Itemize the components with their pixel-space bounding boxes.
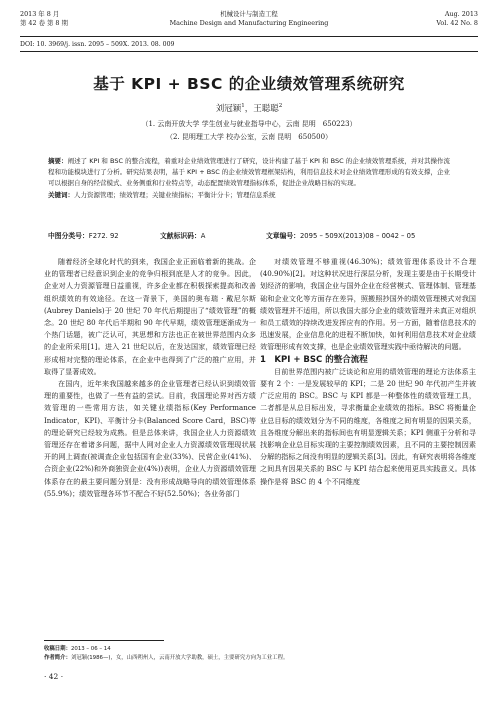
volume-issue-en: Vol. 42 No. 8 [436,19,478,27]
body-paragraph: 在国内，近年来我国越来越多的企业管理者已经认识到绩效管理的重要性，也做了一些有益的尝试。目前，我国理论界对西方绩效管理的一些常用方法，如关键业绩指标(Key Performance Indicator，KPI)、平衡计分卡(Balanced Score Card，BSC)等的理论研究已经较为成熟。但是总体来讲，我国企业人力资源绩效管理还存在着诸多问题，据中人网对企业人力资源绩效管理现状展开的网上调查(被调查企业包括国有企业(33%)、民营企业(41%)、合资企业(22%)和外商独资企业(4%))表明，企业人力资源绩效管理体系存在的最主要问题分别是：没有形成战略导向的绩效管理体系(55.9%)；绩效管理各环节不配合不好(52.50%)；各业务部门 [44,379,256,498]
document-code: 文献标识码：A [160,232,206,240]
author-name: 刘冠颖 [215,104,242,114]
authors [0,102,498,114]
author-name: 王聪聪 [253,104,279,114]
body-column-left [44,256,256,500]
page-number: · 42 · [44,672,64,681]
affiliation-2: （2. 昆明理工大学 校办公室，云南 昆明 650500） [165,133,333,141]
abstract [48,156,450,201]
author-affil-mark: 2 [278,103,283,110]
doi-rule [20,51,478,52]
author-affil-mark: 1 [241,103,245,110]
body-paragraph: 对绩效管理不够重视(46.30%)；绩效管理体系设计不合理(40.90%)[2]。对这种状况进行深层分析，发现主要是由于长期受计划经济的影响，我国企业与国外企业在经营模式、管理体制、管理基础和企业文化等方面存在差异，照搬照抄国外的绩效管理模式对我国绩效管理并不适用，所以我国大部分企业的绩效管理并未真正对组织和员工绩效的持续改进发挥应有的作用。另一方面，随着信息技术的迅速发展，企业信息化的进程不断加快，如何利用信息技术对企业绩效管理形成有效支撑，也是企业绩效管理实践中亟待解决的问题。 [260,257,476,352]
journal-name-cn: 机械设计与制造工程 [220,10,278,18]
header-rule [20,36,478,37]
section-heading: 1 KPI + BSC 的整合流程 [260,354,368,365]
running-header [20,10,478,36]
header-right [436,10,478,28]
body-paragraph: 随着经济全球化时代的到来，我国企业正面临着新的挑战。企业的管理者已经意识到企业的竞争归根到底是人才的竞争。因此，企业对人力资源管理日益重视，许多企业都在积极探索提高和改善组织绩效的有效途径。在这一背景下，美国的奥布瑞 · 戴尼尔斯(Aubrey Daniels)于 20 世纪 70 年代后期提出了“绩效管理”的概念。20 世纪 80 年代后半期和 90 年代早期，绩效管理逐渐成为一个热门话题，被广泛认可，其思想和方法也正在被世界范围内众多的企业所采用[1]。进入 21 世纪以后，在发达国家，绩效管理已经形成相对完整的理论体系，在企业中也得到了广泛的推广应用，并取得了显著成效。 [44,257,256,376]
abstract-text: 阐述了 KPI 和 BSC 的整合流程，着重对企业绩效管理进行了研究，设计构建了基于 KPI 和 BSC 的企业绩效管理系统，并对其操作流程和功能模块进行了分析。研究结果表明，基于 KPI + BSC 的企业绩效管理框架结构，利用信息技术对企业绩效管理形成的有效支撑，企业可以根据自身的经营模式、业务侧重和行业特点等，动态配置绩效管理指标体系，促进企业战略目标的实现。 [48,157,451,188]
header-center [20,10,478,28]
keywords-label: 关键词： [48,190,74,199]
article-number: 文章编号：2095 – 509X(2013)08 – 0042 – 05 [266,232,416,240]
keywords-text: 人力资源管理；绩效管理；关键业绩指标；平衡计分卡；管理信息系统 [74,190,276,199]
issue-date: 2013 年 8 月 [20,10,60,18]
issue-date-en: Aug. 2013 [444,10,478,18]
clc-number: 中图分类号：F272. 92 [48,232,119,240]
volume-issue: 第 42 卷 第 8 期 [20,19,68,27]
article-title: 基于 KPI + BSC 的企业绩效管理系统研究 [93,75,405,93]
body-paragraph: 目前世界范围内被广泛谈论和应用的绩效管理的理论方法体系主要有 2 个：一是发展较早的 KPI；二是 20 世纪 90 年代初产生并被广泛应用的 BSC。BSC 与 KPI 都是一种整体性的绩效管理工具，二者都是从总目标出发，寻求衡量企业绩效的指标。BSC 将衡量企业总目标的绩效划分为不同的维度，各维度之间有明显的因果关系，且各维度分解出来的指标间也有明显逻辑关系；KPI 侧重于分析和寻找影响企业总目标实现的主要控制绩效因素，且不同的主要控制因素分解的指标之间没有明显的逻辑关系[3]。因此，有研究表明将各维度之间具有因果关系的 BSC 与 KPI 结合起来使用更具实践意义。具体操作是将 BSC 的 4 个不同维度 [260,366,476,486]
author-separator: ， [244,104,254,114]
footnote-rule [44,640,164,641]
journal-name-en: Machine Design and Manufacturing Engineering [169,19,329,27]
doi: DOI: 10. 3969/j. issn. 2095 – 509X. 2013. 08. 009 [20,41,175,48]
received-date: 收稿日期：2013 – 06 – 14 [44,646,111,652]
author-bio: 作者简介：刘冠颖(1986—)，女，山西朔州人，云南开放大学助教，硕士，主要研究方向为工业工程。 [44,655,289,661]
abstract-label: 摘要： [48,157,68,165]
affiliation-1: （1. 云南开放大学 学生创业与就业指导中心，云南 昆明 650223） [141,120,357,128]
body-column-right [260,256,476,488]
